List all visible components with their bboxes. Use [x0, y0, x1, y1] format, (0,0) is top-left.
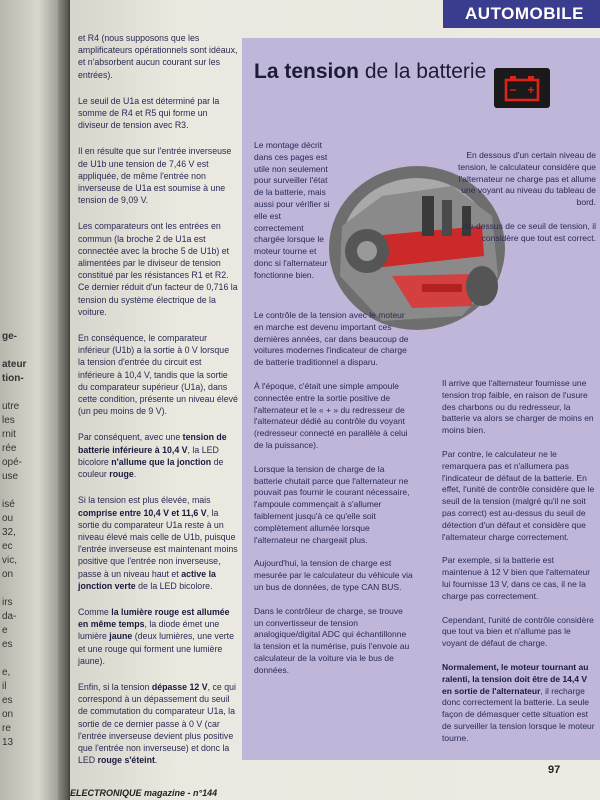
article-paragraph: Il en résulte que sur l'entrée inverseuse de U1b une tension de 7,46 V est appliquée, de même l'entrée non inverseuse de U1a est soumise à une tension de 9,09 V.: [78, 146, 232, 206]
page-number: 97: [548, 764, 561, 776]
box-paragraph: En dessous d'un certain niveau de tension, le calculateur considère que l'alternateur ne charge pas et allume une voyant au niveau du tableau de bord.: [458, 150, 596, 208]
left-page-fragment: ec: [2, 541, 13, 552]
section-header: AUTOMOBILE: [443, 0, 600, 28]
article-paragraph: Si la tension est plus élevée, mais comprise entre 10,4 V et 11,6 V, la sortie du comparateur U1a reste à un niveau élevé mais celle de U1b, puisque l'entrée inverseuse est maintenant moins positive que l'entrée non inverseuse, passe à un niveau haut et active la jonction verte de la LED bicolore.: [78, 495, 238, 591]
left-page-fragment: on: [2, 569, 14, 580]
left-page-fragment: rnit: [2, 429, 16, 440]
battery-warning-icon: [494, 68, 550, 108]
left-page-fragment: vic,: [2, 555, 17, 566]
article-paragraph: Le seuil de U1a est déterminé par la somme de R4 et R5 qui forme un diviseur de tension avec R3.: [78, 95, 220, 131]
box-paragraph: À l'époque, c'était une simple ampoule connectée entre la sortie positive de l'alternateur et le « + » du redresseur de l'alternateur dédié au contrôle du voyant (redresseur connecté en parallèle à celui de la puissance).: [254, 380, 408, 450]
box-text-top-left: [254, 140, 332, 294]
right-page: [70, 0, 600, 800]
battery-plus-symbol: +: [527, 83, 535, 97]
left-page-fragment: il: [2, 681, 7, 692]
left-page-fragment: [2, 484, 62, 498]
box-paragraph: Dans le contrôleur de charge, se trouve un convertisseur de tension analogique/digital ADC qui échantillonne la tension et la numérise, puis l'envoie au calculateur de la voiture via le bus de données.: [254, 605, 410, 675]
left-page-fragment: [2, 652, 62, 666]
left-page-fragment: opé-: [2, 457, 23, 468]
left-page-fragment: [2, 344, 62, 358]
left-page-edge: [0, 0, 64, 800]
box-paragraph: Normalement, le moteur tournant au ralenti, la tension doit être de 14,4 V en sortie de l'alternateur, il recharge donc correctement la batterie. La seule façon de démasquer cette situation est de surveiller la tension lorsque le moteur tourne.: [442, 661, 595, 743]
left-page-fragment: 13: [2, 737, 14, 748]
box-paragraph: Le contrôle de la tension avec le moteur en marche est devenu important ces dernières années, car dans beaucoup de voitures modernes l'indicateur de charge de batterie traditionnel a disparu.: [254, 310, 409, 368]
box-text-top-right: [446, 150, 596, 257]
article-column: [78, 32, 238, 780]
left-page-fragment: [2, 582, 62, 596]
left-page-fragment: es: [2, 639, 13, 650]
article-paragraph: Enfin, si la tension dépasse 12 V, ce qui correspond à un dépassement du seuil de commutation du comparateur U1a, la sortie de ce dernier passe à 0 V (car l'entrée inverseuse devient plus positive que l'entrée non inverseuse) et donc la LED rouge s'éteint.: [78, 681, 236, 766]
left-page-fragment: on: [2, 709, 14, 720]
box-paragraph: Par contre, le calculateur ne le remarquera pas et n'allumera pas l'indicateur de défaut de la batterie. En effet, l'unité de contrôle considère que le seuil de la tension (malgré qu'il ne soit pas correct) est au-dessus du seuil de détection d'un défaut et considère que l'alternateur charge correctement.: [442, 448, 595, 542]
left-page-fragment: tion-: [2, 373, 24, 384]
article-paragraph: En conséquence, le comparateur inférieur (U1b) a la sortie à 0 V lorsque la tension d'entrée du circuit est inférieure à 10,4 V, tandis que la sortie du comparateur supérieur (U1a), dans cette condition, présente un niveau élevé (un peu moins de 9 V).: [78, 333, 238, 417]
left-page-fragment: isé: [2, 499, 15, 510]
left-page-fragment: ateur: [2, 359, 27, 370]
box-title-strong: La tension: [254, 60, 360, 83]
left-page-fragment: ge-: [2, 331, 17, 342]
left-page-fragment: es: [2, 695, 13, 706]
box-text-right: [442, 378, 596, 757]
battery-icon: [494, 68, 550, 108]
left-page-fragment: ou: [2, 513, 14, 524]
article-paragraph: et R4 (nous supposons que les amplificateurs opérationnels sont idéaux, et n'absorbent aucun courant sur les entrées).: [78, 33, 238, 80]
box-paragraph: Il arrive que l'alternateur fournisse une tension trop faible, en raison de l'usure des charbons ou du redresseur, la batterie va alors se charger de moins en moins bien.: [442, 378, 594, 436]
box-title: [254, 60, 486, 84]
left-page-fragment: rée: [2, 443, 17, 454]
article-paragraph: Les comparateurs ont les entrées en commun (la broche 2 de U1a est connectée avec la broche 5 de U1b) et alimentées par le diviseur de tension constitué par les résistances R1 et R2. Ce dernier réduit d'un facteur de 0,716 la tension du système électrique de la voiture.: [78, 221, 238, 317]
box-paragraph: Par exemple, si la batterie est maintenue à 12 V bien que l'alternateur lui fournisse 13 V, dans ce cas, il ne la charge pas correctement.: [442, 555, 591, 601]
left-page-fragment: re: [2, 723, 11, 734]
left-page-fragment: 32,: [2, 527, 16, 538]
magazine-footer: ELECTRONIQUE magazine - n°144: [70, 788, 218, 798]
box-paragraph: Le montage décrit dans ces pages est utile non seulement pour surveiller l'état de la batterie, mais aussi pour vérifier si elle est correctement chargée lorsque le moteur tourne et donc si l'alternateur fonctionne bien.: [254, 140, 330, 280]
left-page-fragment: utre: [2, 401, 20, 412]
article-paragraph: Par conséquent, avec une tension de batterie inférieure à 10,4 V, la LED bicolore n'allume que la jonction de couleur rouge.: [78, 432, 227, 480]
article-paragraph: Comme la lumière rouge est allumée en même temps, la diode émet une lumière jaune (deux lumières, une verte et une rouge qui forment une lumière jaune).: [78, 606, 234, 666]
left-page-fragment: da-: [2, 611, 17, 622]
box-title-rest: de la batterie: [359, 60, 487, 83]
box-paragraph: Au-dessus de ce seuil de tension, il considère que tout est correct.: [462, 220, 596, 243]
box-paragraph: Cependant, l'unité de contrôle considère que tout va bien et n'allume pas le voyant de défaut de charge.: [442, 614, 594, 649]
left-page-fragment: use: [2, 471, 19, 482]
box-text-mid-left: [254, 310, 414, 689]
battery-minus-symbol: −: [509, 83, 517, 97]
left-page-fragment: e: [2, 625, 8, 636]
left-page-fragment: irs: [2, 597, 13, 608]
left-page-text-fragments: [2, 330, 62, 750]
box-paragraph: Aujourd'hui, la tension de charge est mesurée par le calculateur du véhicule via un bus de données, de type CAN BUS.: [254, 558, 413, 592]
left-page-fragment: [2, 386, 62, 400]
left-page-fragment: les: [2, 415, 15, 426]
left-page-fragment: e,: [2, 667, 11, 678]
sidebar-box: [242, 38, 600, 760]
box-paragraph: Lorsque la tension de charge de la batterie chutait parce que l'alternateur ne pouvait pas fournir le courant nécessaire, l'ampoule commençait à s'allumer faiblement jusqu'à ce qu'elle soit complètement allumée lorsque l'alternateur ne chargeait plus.: [254, 463, 410, 545]
